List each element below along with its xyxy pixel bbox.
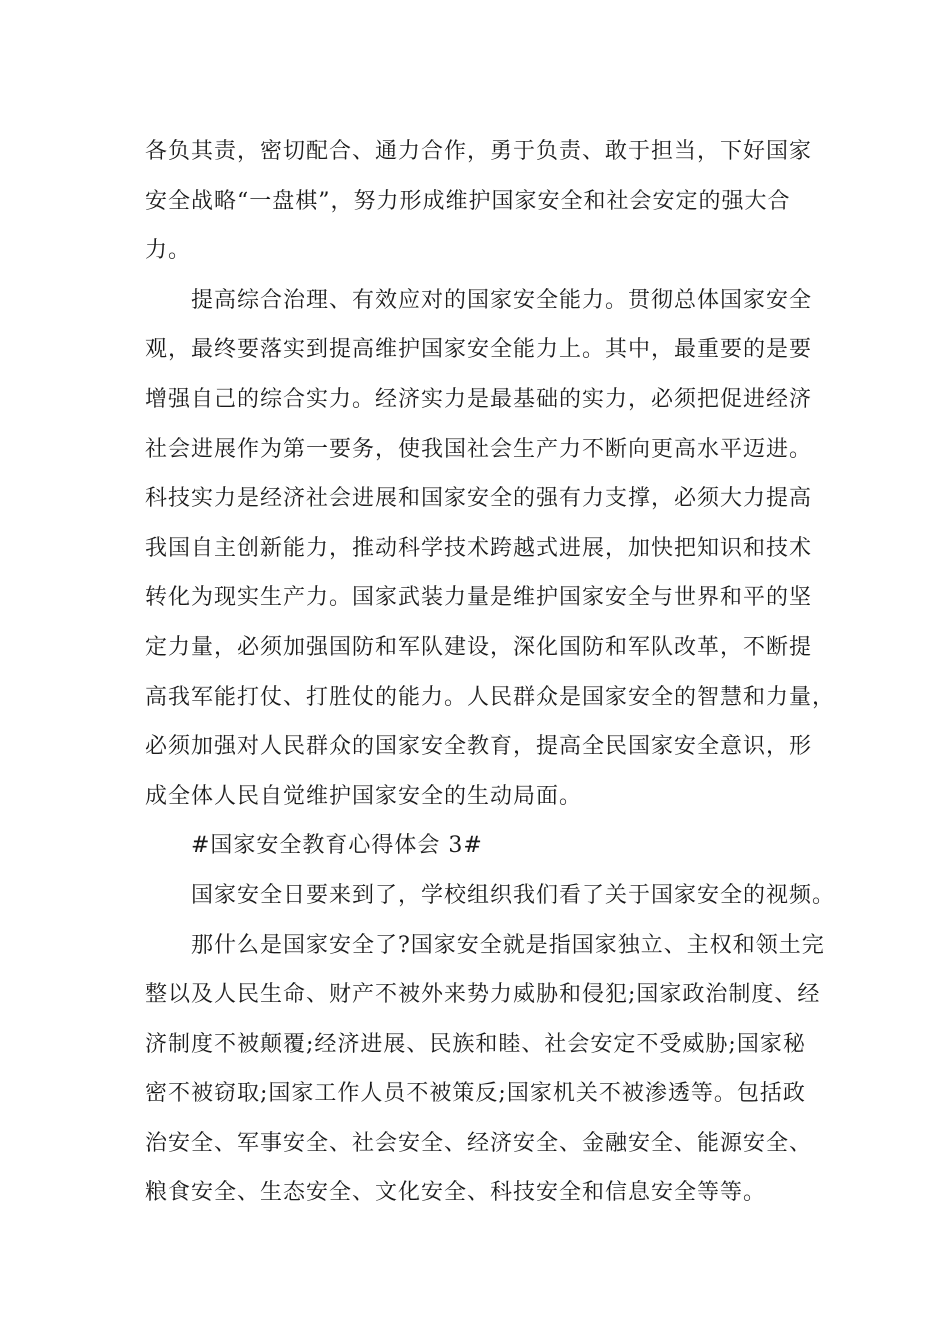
text-line: 必须加强对人民群众的国家安全教育，提高全民国家安全意识，形	[145, 734, 813, 760]
text-line: 整以及人民生命、财产不被外来势力威胁和侵犯;国家政治制度、经	[145, 982, 821, 1008]
text-line: 安全战略“一盘棋”，努力形成维护国家安全和社会安定的强大合	[145, 188, 791, 214]
text-line: 力。	[145, 238, 192, 264]
text-line: 粮食安全、生态安全、文化安全、科技安全和信息安全等等。	[145, 1180, 767, 1206]
text-line: 观，最终要落实到提高维护国家安全能力上。其中，最重要的是要	[145, 337, 813, 363]
text-line: 密不被窃取;国家工作人员不被策反;国家机关不被渗透等。包括政	[145, 1081, 806, 1107]
text-line: 治安全、军事安全、社会安全、经济安全、金融安全、能源安全、	[145, 1130, 813, 1156]
paragraph-start-line: 国家安全日要来到了，学校组织我们看了关于国家安全的视频。	[191, 882, 836, 908]
text-line: 科技实力是经济社会进展和国家安全的强有力支撑，必须大力提高	[145, 486, 813, 512]
section-heading: #国家安全教育心得体会 3#	[191, 833, 483, 859]
text-line: 转化为现实生产力。国家武装力量是维护国家安全与世界和平的坚	[145, 585, 813, 611]
text-line: 各负其责，密切配合、通力合作，勇于负责、敢于担当，下好国家	[145, 139, 813, 164]
paragraph-start-line: 提高综合治理、有效应对的国家安全能力。贯彻总体国家安全	[191, 287, 813, 313]
text-line: 成全体人民自觉维护国家安全的生动局面。	[145, 783, 583, 809]
text-line: 济制度不被颠覆;经济进展、民族和睦、社会安定不受威胁;国家秘	[145, 1031, 806, 1057]
text-line: 社会进展作为第一要务，使我国社会生产力不断向更高水平迈进。	[145, 436, 813, 462]
paragraph-start-line: 那什么是国家安全了?国家安全就是指国家独立、主权和领土完	[191, 932, 825, 958]
text-line: 我国自主创新能力，推动科学技术跨越式进展，加快把知识和技术	[145, 535, 813, 561]
text-line: 定力量，必须加强国防和军队建设，深化国防和军队改革，不断提	[145, 634, 813, 660]
text-line: 高我军能打仗、打胜仗的能力。人民群众是国家安全的智慧和力量，	[145, 684, 836, 710]
text-line: 增强自己的综合实力。经济实力是最基础的实力，必须把促进经济	[145, 386, 813, 412]
document-body	[145, 127, 836, 1218]
